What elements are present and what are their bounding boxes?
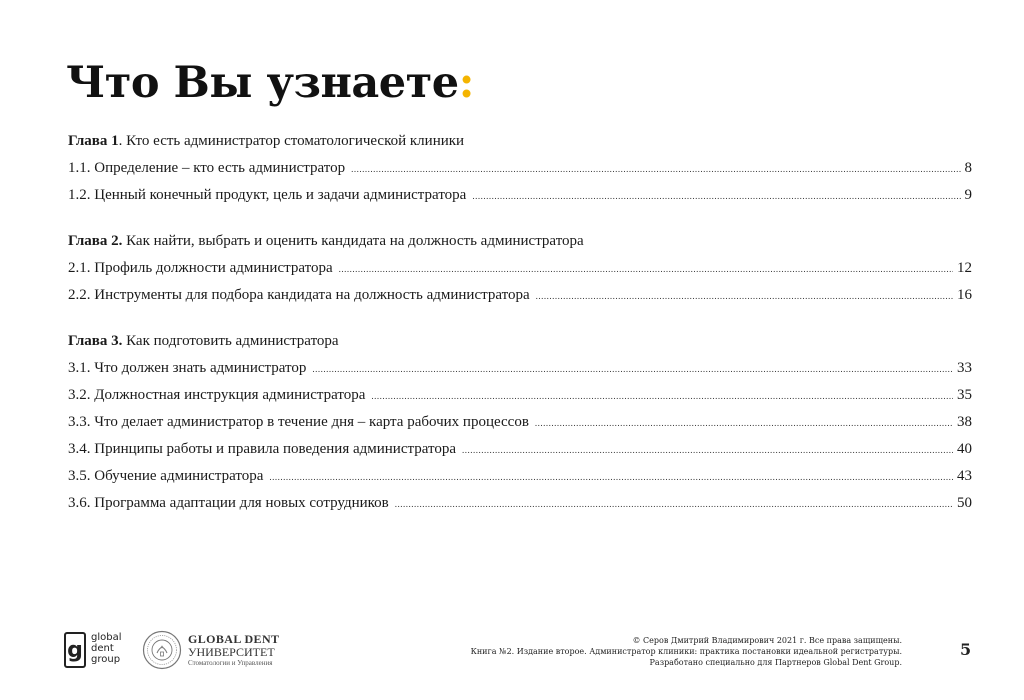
toc-entry[interactable] (68, 185, 972, 205)
dot-leader (535, 413, 953, 433)
toc-entry-text: 3.3. Что делает администратор в течение дня – карта рабочих процессов (68, 414, 529, 430)
toc-page-number: 16 (957, 287, 972, 303)
chapter-title: Как подготовить администратора (122, 333, 339, 349)
page-number: 5 (960, 640, 972, 659)
dot-leader (312, 359, 953, 379)
toc-entry[interactable] (68, 358, 972, 378)
chapter-label: Глава 3. (68, 333, 123, 349)
university-name: GLOBAL DENT (188, 631, 280, 646)
gdg-logo-line: dent (91, 643, 114, 654)
gdg-logo-line: global (91, 632, 122, 643)
dot-leader (395, 494, 953, 514)
toc-page-number: 33 (957, 360, 972, 376)
page-title-text: Что Вы узнаете (66, 58, 459, 108)
toc-entry-text: 1.1. Определение – кто есть администратор (68, 160, 346, 176)
toc-page-number: 12 (957, 260, 972, 276)
toc-entry[interactable] (68, 385, 972, 405)
university-subtitle: УНИВЕРСИТЕТ (188, 644, 275, 659)
toc-page-number: 8 (964, 160, 972, 176)
toc-entry[interactable] (68, 258, 972, 278)
copyright-line: © Серов Дмитрий Владимирович 2021 г. Все права защищены. (632, 636, 902, 645)
university-logo (142, 630, 279, 670)
gdg-logo-text (91, 632, 122, 665)
chapter-heading (68, 331, 972, 351)
toc-entry-text: 1.2. Ценный конечный продукт, цель и задачи администратора (68, 187, 467, 203)
chapter-title: . Кто есть администратор стоматологической клиники (118, 133, 465, 149)
toc-entry-text: 3.2. Должностная инструкция администратора (68, 387, 366, 403)
toc-page-number: 43 (957, 468, 972, 484)
chapter-label: Глава 2. (68, 233, 123, 249)
toc-entry-text: 2.1. Профиль должности администратора (68, 260, 333, 276)
toc-entry-text: 3.5. Обучение администратора (68, 468, 264, 484)
dot-leader (351, 159, 960, 179)
toc-entry[interactable] (68, 158, 972, 178)
global-dent-group-logo (64, 632, 122, 668)
gdg-logo-line: group (91, 654, 121, 665)
university-tagline: Стоматологии и Управления (188, 658, 273, 667)
dot-leader (371, 386, 953, 406)
table-of-contents (68, 131, 972, 539)
university-seal-icon (142, 630, 182, 670)
chapter-heading (68, 131, 972, 151)
toc-entry[interactable] (68, 285, 972, 305)
toc-entry-text: 3.1. Что должен знать администратор (68, 360, 307, 376)
page-title (66, 58, 474, 108)
chapter-heading (68, 231, 972, 251)
university-logo-text (188, 633, 279, 668)
dot-leader (339, 259, 953, 279)
toc-entry-text: 2.2. Инструменты для подбора кандидата на должность администратора (68, 287, 530, 303)
dot-leader (269, 467, 953, 487)
copyright-line: Разработано специально для Партнеров Global Dent Group. (649, 658, 902, 667)
chapter-2 (68, 231, 972, 305)
toc-page-number: 9 (964, 187, 972, 203)
chapter-3 (68, 331, 972, 513)
copyright-line: Книга №2. Издание второе. Администратор клиники: практика постановки идеальной регистратуры. (470, 647, 902, 656)
toc-page-number: 38 (957, 414, 972, 430)
g-logo-icon: g (64, 632, 86, 668)
toc-entry[interactable] (68, 493, 972, 513)
toc-entry-text: 3.6. Программа адаптации для новых сотрудников (68, 495, 389, 511)
toc-page-number: 35 (957, 387, 972, 403)
toc-entry[interactable] (68, 412, 972, 432)
chapter-1 (68, 131, 972, 205)
toc-entry[interactable] (68, 466, 972, 486)
dot-leader (462, 440, 953, 460)
chapter-label: Глава 1 (68, 133, 119, 149)
toc-entry-text: 3.4. Принципы работы и правила поведения администратора (68, 441, 457, 457)
toc-entry[interactable] (68, 439, 972, 459)
page-title-colon: : (458, 58, 475, 108)
dot-leader (536, 286, 953, 306)
copyright-notice (471, 635, 902, 668)
chapter-title: Как найти, выбрать и оценить кандидата на должность администратора (122, 233, 584, 249)
dot-leader (472, 186, 960, 206)
toc-page-number: 40 (957, 441, 972, 457)
toc-page-number: 50 (957, 495, 972, 511)
